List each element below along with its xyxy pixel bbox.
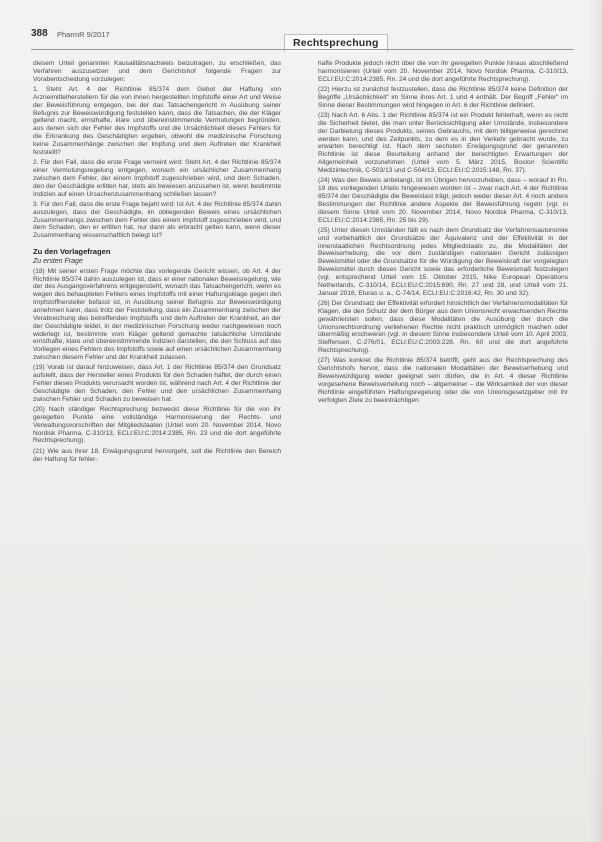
paragraph: (24) Was den Beweis anbelangt, ist im Übrigen hervorzuheben, dass – worauf in Rn. 19 des vorliegenden Urteils hingewiesen worden ist – zwar nach Art. 4 der Richtlinie 85/374 der Geschädigte die Beweislast trägt, jedoch weder dieser Art. 4 noch andere Bestimmungen der Richtlinie andere Aspekte der Beweisführung regeln (vgl. in diesem Sinne Urteil vom 20. November 2014, Novo Nordisk Pharma, C-310/13, ECLI:EU:C:2014:2385, Rn. 25 bis 29). [318, 177, 568, 224]
paragraph: (23) Nach Art. 6 Abs. 1 der Richtlinie 85/374 ist ein Produkt fehlerhaft, wenn es nicht die Sicherheit bietet, die man unter Berücksichtigung aller Umstände, insbesondere der Darbietung dieses Produkts, seines Gebrauchs, mit dem billigerweise gerechnet werden kann, und des Zeitpunkts, zu dem es in den Verkehr gebracht wurde, zu erwarten berechtigt ist. Nach dem sechsten Erwägungsgrund der genannten Richtlinie ist diese Beurteilung anhand der berechtigten Erwartungen der Allgemeinheit vorzunehmen (Urteil vom 5. März 2015, Boston Scientific Medizintechnik, C-503/13 und C-504/13, ECLI:EU:C:2015:148, Rn. 37). [318, 112, 568, 174]
paragraph: 3. Für den Fall, dass die erste Frage bejaht wird: Ist Art. 4 der Richtlinie 85/374 dahin auszulegen, dass der Geschädigte, im obliegenden Beweis eines ursächlichen Zusammenhangs zwischen dem Fehler des einem Impfstoff zugeschrieben wird, und dem Schaden, den er erlitten hat, nur dann als erbracht gelten kann, wenn dieser Zusammenhang wissenschaftlich belegt ist? [33, 200, 281, 240]
paragraph: (25) Unter diesen Umständen fällt es nach dem Grundsatz der Verfahrensautonomie und vorbehaltlich der Grundsätze der Äquivalenz und der Effektivität in der innerstaatlichen Rechtsordnung jedes Mitgliedstaats zu, die Modalitäten der Beweiserhebung, die vor dem zuständigen nationalen Gericht zulässigen Beweismittel oder die Grundsätze für die Würdigung der Beweiskraft der vorgelegten Beweismittel durch dieses Gericht sowie das erforderliche Beweismaß festzulegen (vgl. entsprechend Urteil vom 15. Oktober 2015, Nike European Operations Netherlands, C-310/14, ECLI:EU:C:2015:690, Rn. 27 und 28, und Urteil vom 21. Januar 2016, Eturas u. a., C-74/14, ECLI:EU:C:2016:42, Rn. 30 und 32). [318, 226, 568, 297]
subsection-heading: Zu ersten Frage [33, 257, 83, 265]
paragraph: hafte Produkte jedoch nicht über die von ihr geregelten Punkte hinaus abschließend harmonisieren (Urteil vom 20. November 2014, Novo Nordisk Pharma, C-310/13, ECLI:EU:C:2014:2385, Rn. 24 und die dort angeführte Rechtsprechung). [318, 60, 568, 83]
paragraph: (26) Der Grundsatz der Effektivität erfordert hinsichtlich der Verfahrensmodalitäten für Klagen, die den Schutz der dem Bürger aus dem Unionsrecht erwachsenden Rechte gewährleisten sollen, dass diese Modalitäten die Ausübung der durch die Unionsrechtsordnung verliehenen Rechte nicht praktisch unmöglich machen oder übermäßig erschweren (vgl. in diesem Sinne insbesondere Urteil vom 10. April 2003, Steffensen, C-276/01, ECLI:EU:C:2003:228, Rn. 60 und die dort angeführte Rechtsprechung). [318, 299, 568, 355]
paragraph: 2. Für den Fall, dass die erste Frage verneint wird: Steht Art. 4 der Richtlinie 85/374 einer Vermutungsregelung entgegen, wonach ein ursächlicher Zusammenhang zwischen dem Fehler, der einem Impfstoff zugeschrieben wird, und dem Schaden, den der Geschädigte erlitten hat, stets als bewiesen anzusehen ist, wenn bestimmte Indizien auf einen Ursachenzusammenhang schließen lassen? [33, 159, 281, 198]
paragraph: (27) Was konkret die Richtlinie 85/374 betrifft, geht aus der Rechtsprechung des Gerichtshofs hervor, dass die nationalen Modalitäten der Beweiserhebung und Beweiswürdigung weder geeignet sein dürfen, die in Art. 4 dieser Richtlinie vorgesehene Beweisverteilung noch – allgemeiner – die Wirksamkeit der von dieser Richtlinie eingeführten Haftungsregelung oder die von Unionsgesetzgeber mit ihr verfolgten Ziele zu beeinträchtigen [318, 357, 568, 404]
page-number: 388 [31, 28, 48, 39]
paragraph: (18) Mit seiner ersten Frage möchte das vorlegende Gericht wissen, ob Art. 4 der Richtlinie 85/374 dahin auszulegen ist, dass er einer nationalen Beweisregelung, wie der des Ausgangsverfahrens entgegensteht, wonach das Tatsachengericht, wenn es wegen des behaupteten Fehlers eines Impfstoffs mit einer Haftungsklage gegen den Impfstoffhersteller befasst ist, in Ausübung seiner Befugnis zur Beweiswürdigung annehmen kann, dass trotz der Feststellung, dass ein Zusammenhang zwischen der Verabreichung des betreffenden Impfstoffs und dem Auftreten der Krankheit, an der der Geschädigte leidet, in der medizinischen Forschung weder nachgewiesen noch widerlegt ist, bestimmte vom Kläger geltend gemachte tatsächliche Umstände ernsthafte, klare und übereinstimmende Indizien darstellen, die den Schluss auf das Vorliegen eines Fehlers des Impfstoffs sowie auf einen ursächlichen Zusammenhang zwischen diesem Fehler und der Krankheit zulassen. [33, 267, 281, 362]
left-column [33, 60, 281, 466]
page-header [31, 26, 574, 49]
section-title: Rechtsprechung [284, 34, 388, 52]
section-heading: Zu den Vorlagefragen [33, 247, 111, 257]
paragraph: (21) Wie aus ihrer 18. Erwägungsgrund hervorgeht, soll die Richtlinie den Bereich der Haftung für fehler- [33, 447, 281, 463]
paragraph: 1. Steht Art. 4 der Richtlinie 85/374 dem Gebot der Haftung von Arzneimittelherstellern für die von ihnen hergestellten Impfstoffe einer Art und Weise der Beweisführung entgegen, bei der das Tatsachengericht in Ausübung seiner Befugnis zur Beweiswürdigung feststellen kann, dass die Tatsachen, die der Kläger geltend macht, ernsthafte, klare und übereinstimmende Vermutungen begründen, aus denen sich der Fehler des Impfstoffs und die Ursächlichkeit dieses Fehlers für die Erkrankung des Geschädigten ergeben, obwohl die medizinische Forschung keine Zusammenhänge zwischen der Impfung und dem Auftreten der Krankheit feststellt? [33, 86, 281, 156]
journal-reference: PharmR 9/2017 [57, 30, 110, 39]
paragraph: (20) Nach ständiger Rechtsprechung bezweckt diese Richtlinie für die von ihr geregelten Punkte eine vollständige Harmonisierung der Rechts- und Verwaltungsvorschriften der Mitgliedstaaten (Urteil vom 20. November 2014, Novo Nordisk Pharma, C-310/13, ECLI:EU:C:2014:2385, Rn. 23 und die dort angeführte Rechtsprechung). [33, 406, 281, 445]
paragraph: (19) Vorab ist darauf hinzuweisen, dass Art. 1 der Richtlinie 85/374 den Grundsatz aufstellt, dass der Hersteller eines Produkts für den Schaden haftet, der durch einen Fehler dieses Produkts verursacht worden ist, während nach Art. 4 der Richtlinie der Geschädigte den Schaden, den Fehler und den ursächlichen Zusammenhang zwischen Fehler und Schaden zu beweisen hat. [33, 364, 281, 403]
right-column [318, 60, 568, 407]
paragraph: (22) Hierzu ist zunächst festzustellen, dass die Richtlinie 85/374 keine Definition der Begriffe „Ursächlichkeit“ im Sinne ihres Art. 1 und 4 enthält. Der Begriff „Fehler“ im Sinne dieser Bestimmungen wird hingegen in Art. 6 der Richtlinie definiert. [318, 86, 568, 109]
paragraph: diesem Urteil genannten Kausalitätsnachweis beizutragen, zu erschließen, das Verfahren auszusetzen und dem Gerichtshof folgende Fragen zur Vorabentscheidung vorzulegen: [33, 60, 281, 83]
page-edge-shadow [588, 0, 602, 842]
header-rule [31, 49, 574, 50]
